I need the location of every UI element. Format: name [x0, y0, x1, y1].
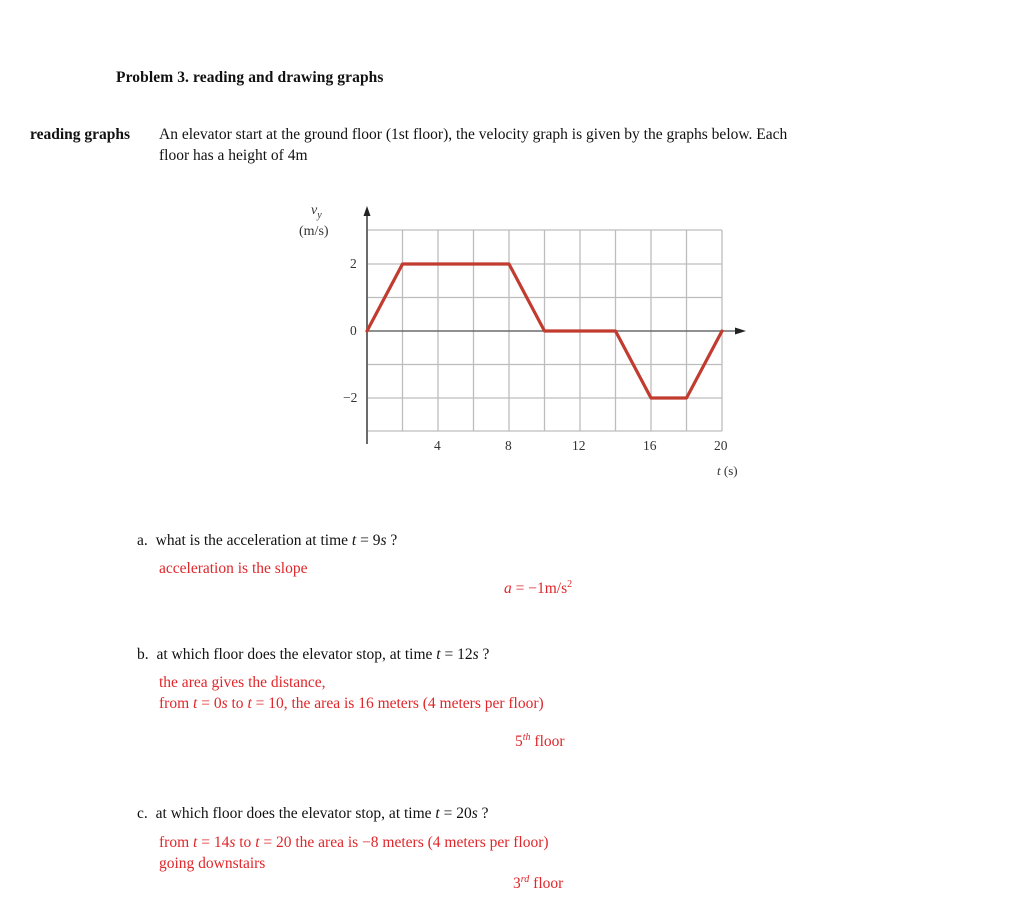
y-axis-unit: (m/s)	[299, 224, 329, 239]
answer-c-var-1: t	[193, 834, 198, 851]
x-axis-var: t	[717, 463, 721, 478]
y-tick-neg2: −2	[343, 390, 358, 405]
answer-b-to: to	[227, 695, 248, 712]
intro-label: reading graphs	[30, 126, 131, 143]
intro-text-line-1: An elevator start at the ground floor (1st floor), the velocity graph is given by the graphs below. Each	[159, 126, 788, 143]
question-c-label: c.	[137, 805, 148, 822]
answer-b-floor-text: floor	[530, 733, 565, 750]
answer-a-var: a	[504, 580, 512, 597]
answer-c-ordinal: rd	[520, 874, 530, 885]
question-c-eq: = 20	[439, 805, 472, 822]
answer-c-from: from	[159, 834, 194, 851]
answer-c-explanation-2: going downstairs	[159, 855, 266, 872]
question-a-eq: = 9	[356, 532, 381, 549]
y-axis-arrow-icon	[364, 206, 371, 216]
x-axis-arrow-icon	[735, 328, 746, 335]
answer-c-start: = 14	[197, 834, 230, 851]
question-b	[137, 646, 489, 664]
question-a-var: t	[351, 532, 357, 549]
answer-c-to: to	[235, 834, 256, 851]
x-axis-label	[717, 463, 738, 479]
answer-b-from: from	[159, 695, 194, 712]
question-c-var: t	[435, 805, 440, 822]
answer-c-var-2: t	[255, 834, 260, 851]
x-tick-16: 16	[643, 438, 657, 453]
question-b-label: b.	[137, 646, 149, 663]
x-axis-unit: (s)	[720, 463, 738, 478]
answer-b-area: = 10, the area is 16 meters (4 meters per floor)	[251, 695, 544, 712]
answer-a-result	[504, 580, 572, 598]
answer-b-explanation-2	[159, 695, 544, 713]
y-axis-var-subscript: y	[317, 210, 322, 221]
x-tick-8: 8	[505, 438, 512, 453]
answer-a-exponent: 2	[567, 579, 573, 590]
answer-a-explanation: acceleration is the slope	[159, 560, 308, 577]
question-b-post: ?	[478, 646, 490, 663]
answer-b-ordinal: th	[522, 732, 531, 743]
answer-b-var-2: t	[247, 695, 252, 712]
answer-a-value: = −1m/s	[511, 580, 568, 597]
y-tick-0: 0	[350, 323, 357, 338]
question-a-text: what is the acceleration at time	[155, 532, 352, 549]
question-b-text: at which floor does the elevator stop, at time	[156, 646, 437, 663]
question-b-eq: = 12	[440, 646, 473, 663]
y-axis-var	[311, 203, 322, 221]
answer-c-result	[513, 875, 563, 893]
axes	[364, 206, 747, 444]
answer-b-explanation-1: the area gives the distance,	[159, 674, 326, 691]
x-tick-4: 4	[434, 438, 441, 453]
question-c	[137, 805, 489, 823]
question-a-post: ?	[386, 532, 398, 549]
answer-c-floor-text: floor	[529, 875, 564, 892]
question-a-unit: s	[380, 532, 387, 549]
x-tick-12: 12	[572, 438, 586, 453]
x-tick-20: 20	[714, 438, 728, 453]
answer-b-result	[515, 733, 565, 751]
question-b-unit: s	[472, 646, 479, 663]
intro-text-line-2: floor has a height of 4m	[159, 147, 308, 164]
y-axis-var-symbol: v	[311, 203, 318, 218]
question-c-post: ?	[477, 805, 489, 822]
answer-b-unit: s	[221, 695, 228, 712]
question-c-text: at which floor does the elevator stop, at time	[155, 805, 436, 822]
question-c-unit: s	[471, 805, 478, 822]
question-a	[137, 532, 397, 550]
problem-title: Problem 3. reading and drawing graphs	[116, 69, 384, 86]
answer-b-start: = 0	[197, 695, 222, 712]
answer-c-area: = 20 the area is −8 meters (4 meters per floor)	[259, 834, 549, 851]
y-tick-2: 2	[350, 256, 357, 271]
answer-c-floor-num: 3	[513, 875, 521, 892]
answer-b-var-1: t	[193, 695, 198, 712]
question-b-var: t	[436, 646, 441, 663]
answer-c-explanation-1	[159, 834, 549, 852]
answer-b-floor-num: 5	[515, 733, 523, 750]
question-a-label: a.	[137, 532, 148, 549]
answer-c-unit: s	[229, 834, 236, 851]
